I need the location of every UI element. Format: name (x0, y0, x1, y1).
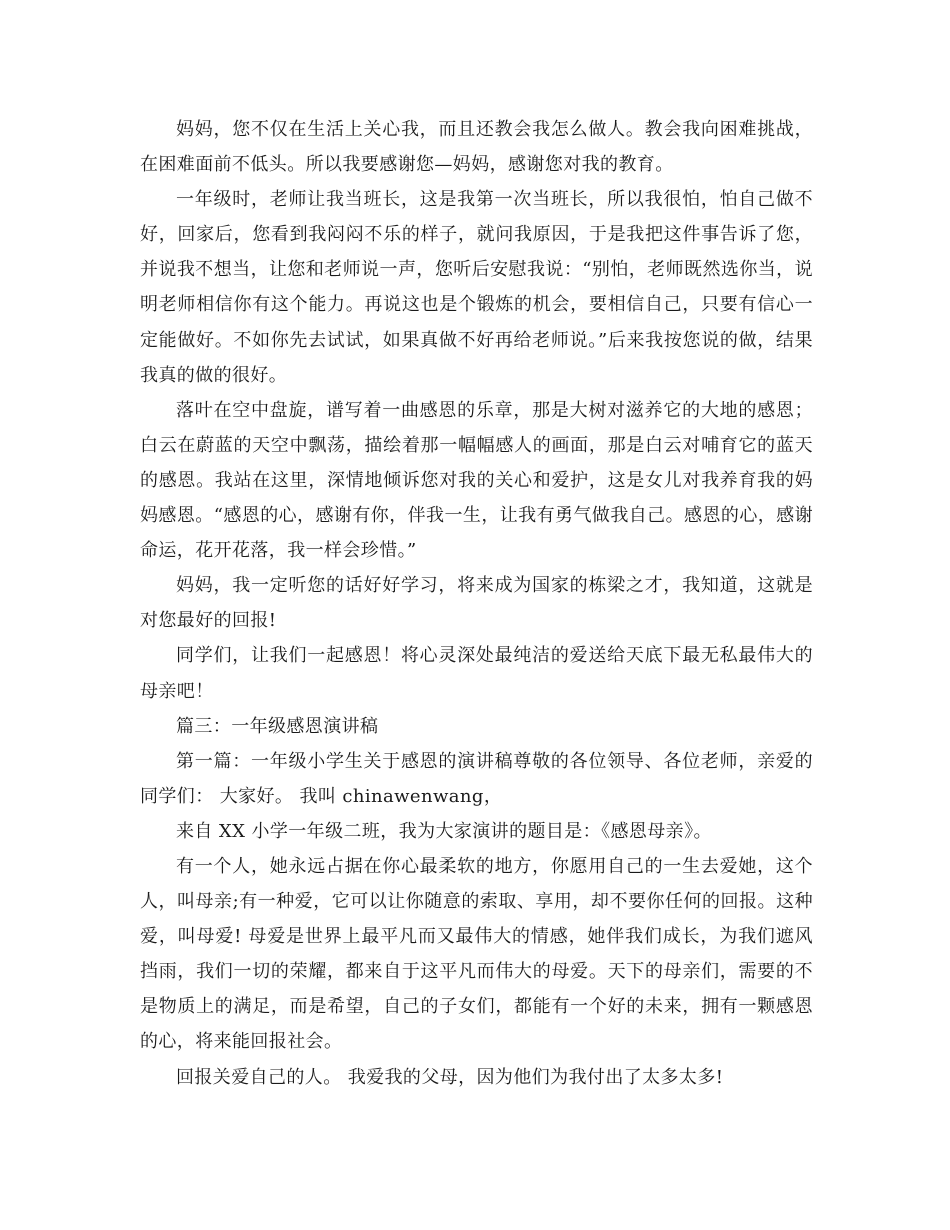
document-page (140, 112, 813, 1095)
paragraph-speech-opening: 第一篇：一年级小学生关于感恩的演讲稿尊敬的各位领导、各位老师，亲爱的同学们： 大家好。 我叫 chinawenwang， (140, 750, 813, 807)
paragraph-class-monitor: 一年级时，老师让我当班长，这是我第一次当班长，所以我很怕，怕自己做不好，回家后，您看到我闷闷不乐的样子，就问我原因，于是我把这件事告诉了您，并说我不想当，让您和老师说一声，您听后安慰我说：“别怕，老师既然选你当，说明老师相信你有这个能力。再说这也是个锻炼的机会，要相信自己，只要有信心一定能做好。不如你先去试试，如果真做不好再给老师说。”后来我按您说的做，结果我真的做的很好。 (140, 189, 813, 386)
paragraph-falling-leaves: 落叶在空中盘旋，谱写着一曲感恩的乐章，那是大树对滋养它的大地的感恩；白云在蔚蓝的天空中飘荡，描绘着那一幅幅感人的画面，那是白云对哺育它的蓝天的感恩。我站在这里，深情地倾诉您对我的关心和爱护，这是女儿对我养育我的妈妈感恩。“感恩的心，感谢有你，伴我一生，让我有勇气做我自己。感恩的心，感谢命运，花开花落，我一样会珍惜。” (140, 399, 813, 562)
paragraph-mother-teaches: 妈妈，您不仅在生活上关心我，而且还教会我怎么做人。教会我向困难挑战，在困难面前不低头。所以我要感谢您—妈妈，感谢您对我的教育。 (140, 119, 813, 176)
paragraph-repay: 回报关爱自己的人。 我爱我的父母，因为他们为我付出了太多太多! (176, 1066, 724, 1088)
paragraph-mother-love: 有一个人，她永远占据在你心最柔软的地方，你愿用自己的一生去爱她，这个人，叫母亲;有一种爱，它可以让你随意的索取、享用，却不要你任何的回报。这种爱，叫母爱! 母爱是世界上最平凡而又最伟大的情感，她伴我们成长，为我们遮风挡雨，我们一切的荣耀，都来自于这平凡而伟大的母爱。天下的母亲们，需要的不是物质上的满足，而是希望，自己的子女们，都能有一个好的未来，拥有一颗感恩的心，将来能回报社会。 (140, 855, 813, 1053)
paragraph-classmates: 同学们，让我们一起感恩！将心灵深处最纯洁的爱送给天底下最无私最伟大的母亲吧！ (140, 645, 813, 702)
paragraph-speech-topic: 来自 XX 小学一年级二班，我为大家演讲的题目是：《感恩母亲》。 (176, 820, 712, 842)
paragraph-promise: 妈妈，我一定听您的话好好学习，将来成为国家的栋梁之才，我知道，这就是对您最好的回报! (140, 575, 813, 632)
section-heading: 篇三：一年级感恩演讲稿 (176, 715, 379, 737)
